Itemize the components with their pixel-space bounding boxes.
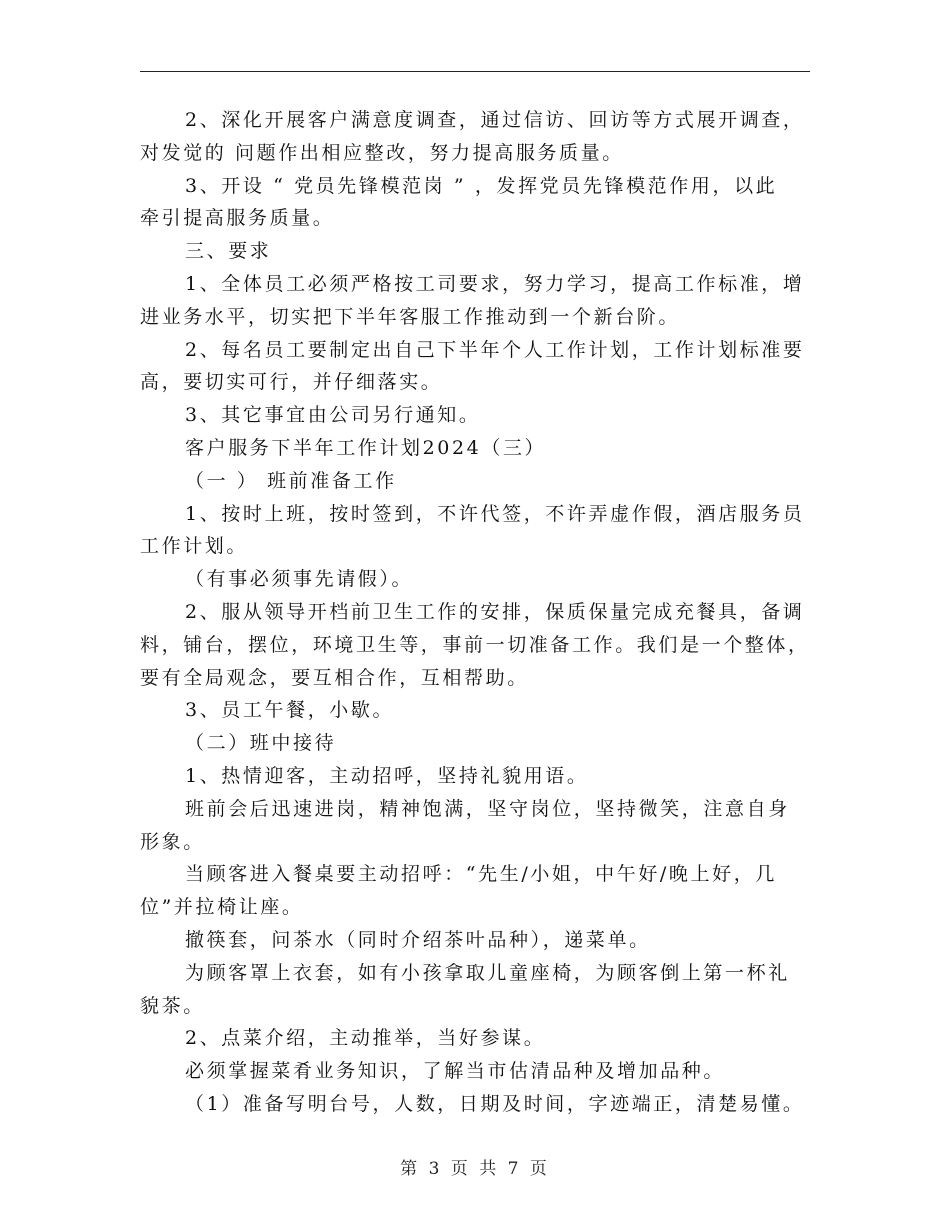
header-rule — [140, 71, 810, 72]
section-heading: 客户服务下半年工作计划2024（三） — [185, 436, 547, 459]
paragraph-line: 位”并拉椅让座。 — [140, 896, 304, 919]
subsection-heading: （二）班中接待 — [185, 732, 337, 755]
paragraph-line: （有事必须事先请假）。 — [185, 568, 414, 591]
paragraph-line: 料，铺台，摆位，环境卫生等，事前一切准备工作。我们是一个整体， — [140, 633, 810, 656]
paragraph-line: 3、员工午餐，小歇。 — [185, 699, 395, 722]
paragraph-line: 当顾客进入餐桌要主动招呼：“先生/小姐，中午好/晚上好，几 — [185, 863, 777, 886]
paragraph-line: 牵引提高服务质量。 — [140, 207, 335, 230]
paragraph-line: 撤筷套，问茶水（同时介绍茶叶品种），递菜单。 — [185, 928, 651, 951]
paragraph-line: 为顾客罩上衣套，如有小孩拿取儿童座椅，为顾客倒上第一杯礼 — [185, 961, 790, 984]
paragraph-line: 3、开设 “ 党员先锋模范岗 ” ，发挥党员先锋模范作用，以此 — [185, 174, 778, 197]
paragraph-line: 2、深化开展客户满意度调查，通过信访、回访等方式展开调查， — [185, 109, 805, 131]
paragraph-line: 高，要切实可行，并仔细落实。 — [140, 371, 443, 394]
page-number-footer: 第 3 页 共 7 页 — [400, 1159, 550, 1179]
paragraph-line: 貌茶。 — [140, 994, 205, 1017]
paragraph-line: （1）准备写明台号，人数，日期及时间，字迹端正，清楚易懂。 — [185, 1092, 805, 1115]
paragraph-line: 2、服从领导开档前卫生工作的安排，保质保量完成充餐具，备调 — [185, 600, 805, 623]
paragraph-line: 班前会后迅速进岗，精神饱满，坚守岗位，坚持微笑，注意自身 — [185, 797, 790, 820]
paragraph-line: 2、每名员工要制定出自己下半年个人工作计划，工作计划标准要 — [185, 338, 805, 361]
paragraph-line: 工作计划。 — [140, 535, 249, 558]
section-heading: 三、要求 — [185, 240, 272, 263]
subsection-heading: （一 ） 班前准备工作 — [185, 469, 397, 492]
paragraph-line: 必须掌握菜肴业务知识，了解当市估清品种及增加品种。 — [185, 1060, 726, 1083]
paragraph-line: 1、按时上班，按时签到，不许代签，不许弄虚作假，酒店服务员 — [185, 502, 805, 525]
paragraph-line: 1、热情迎客，主动招呼，坚持礼貌用语。 — [185, 764, 589, 787]
paragraph-line: 对发觉的 问题作出相应整改，努力提高服务质量。 — [140, 141, 624, 164]
paragraph-line: 进业务水平，切实把下半年客服工作推动到一个新台阶。 — [140, 305, 681, 328]
paragraph-line: 1、全体员工必须严格按工司要求，努力学习，提高工作标准，增 — [185, 272, 805, 295]
paragraph-line: 3、其它事宜由公司另行通知。 — [185, 404, 481, 427]
document-body — [140, 104, 812, 1121]
paragraph-line: 形象。 — [140, 830, 205, 853]
paragraph-line: 要有全局观念，要互相合作，互相帮助。 — [140, 666, 529, 689]
paragraph-line: 2、点菜介绍，主动推举，当好参谋。 — [185, 1027, 546, 1050]
